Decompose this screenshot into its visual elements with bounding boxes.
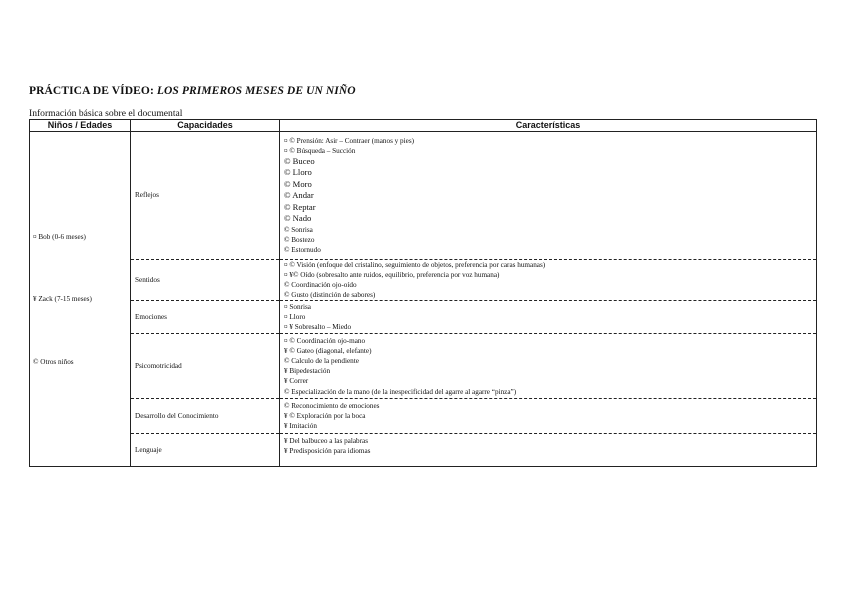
list-item: ¤ © Visión (enfoque del cristalino, seguimiento de objetos, preferencia por caras humanas) [284,261,546,269]
capacidad-cell: Psicomotricidad [131,334,280,399]
nino-otros: © Otros niños [33,358,74,366]
list-item: © Sonrisa [284,225,313,234]
list-item: © Moro [284,178,312,189]
table-caption: Información básica sobre el documental [29,108,183,119]
list-item: ¤ © Búsqueda – Succión [284,146,356,155]
list-item: ¥ Correr [284,377,309,386]
title-italic: LOS PRIMEROS MESES DE UN NIÑO [156,85,356,97]
list-item: © Nado [284,213,312,224]
table-header-row [30,120,817,132]
list-item: © Especialización de la mano (de la inespecificidad del agarre al agarre “pinza”) [284,387,517,396]
page-title [29,85,356,97]
list-item: ¥ Imitación [284,422,317,431]
nino-bob: ¤ Bob (0-6 meses) [33,233,86,241]
list-item: ¤ ¥ Sobresalto – Miedo [284,323,352,332]
nino-zack: ¥ Zack (7-15 meses) [33,295,92,303]
list-item: © Coordinación ojo-oído [284,281,357,290]
list-item: © Reconocimiento de emociones [284,402,380,411]
list-item: © Lloro [284,167,312,178]
list-item: © Buceo [284,155,315,166]
col-header-ninos: Niños / Edades [30,120,131,132]
col-header-caracteristicas: Características [280,120,817,132]
caracteristicas-cell [280,434,817,467]
table-row [30,434,817,467]
list-item: ¤ © Coordinación ojo-mano [284,337,366,346]
col-header-capacidades: Capacidades [131,120,280,132]
list-item: © Andar [284,190,314,201]
capacidad-cell: Reflejos [131,132,280,260]
caracteristicas-cell [280,399,817,434]
table-row [30,132,817,260]
capacidad-cell: Desarrollo del Conocimiento [131,399,280,434]
list-item: ¤ © Prensión: Asir – Contraer (manos y pies) [284,136,415,145]
caracteristicas-cell [280,260,817,301]
caracteristicas-cell [280,301,817,334]
table-row [30,260,817,301]
list-item: © Bostezo [284,236,315,245]
capacidad-cell: Emociones [131,301,280,334]
list-item: ¤ Lloro [284,313,306,322]
list-item: ¤ Sonrisa [284,303,311,312]
list-item: ¥ Bipedestación [284,367,331,376]
list-item: ¥ © Exploración por la boca [284,412,366,421]
caracteristicas-cell [280,334,817,399]
table-row [30,301,817,334]
table-row [30,334,817,399]
list-item: © Calculo de la pendiente [284,357,359,366]
list-item: ¤ ¥© Oído (sobresalto ante ruidos, equilibrio, preferencia por voz humana) [284,271,500,280]
list-item: ¥ Del balbuceo a las palabras [284,437,369,446]
table-row [30,399,817,434]
list-item: © Gusto (distinción de sabores) [284,291,376,300]
capacidad-cell: Lenguaje [131,434,280,467]
caracteristicas-cell [280,132,817,260]
list-item: ¥ Predisposición para idiomas [284,447,371,456]
list-item: © Estornudo [284,246,321,255]
list-item: © Reptar [284,201,316,212]
capacidad-cell: Sentidos [131,260,280,301]
list-item: ¥ © Gateo (diagonal, elefante) [284,347,372,356]
title-prefix: PRÁCTICA DE VÍDEO: [29,85,157,97]
info-table [29,119,817,467]
